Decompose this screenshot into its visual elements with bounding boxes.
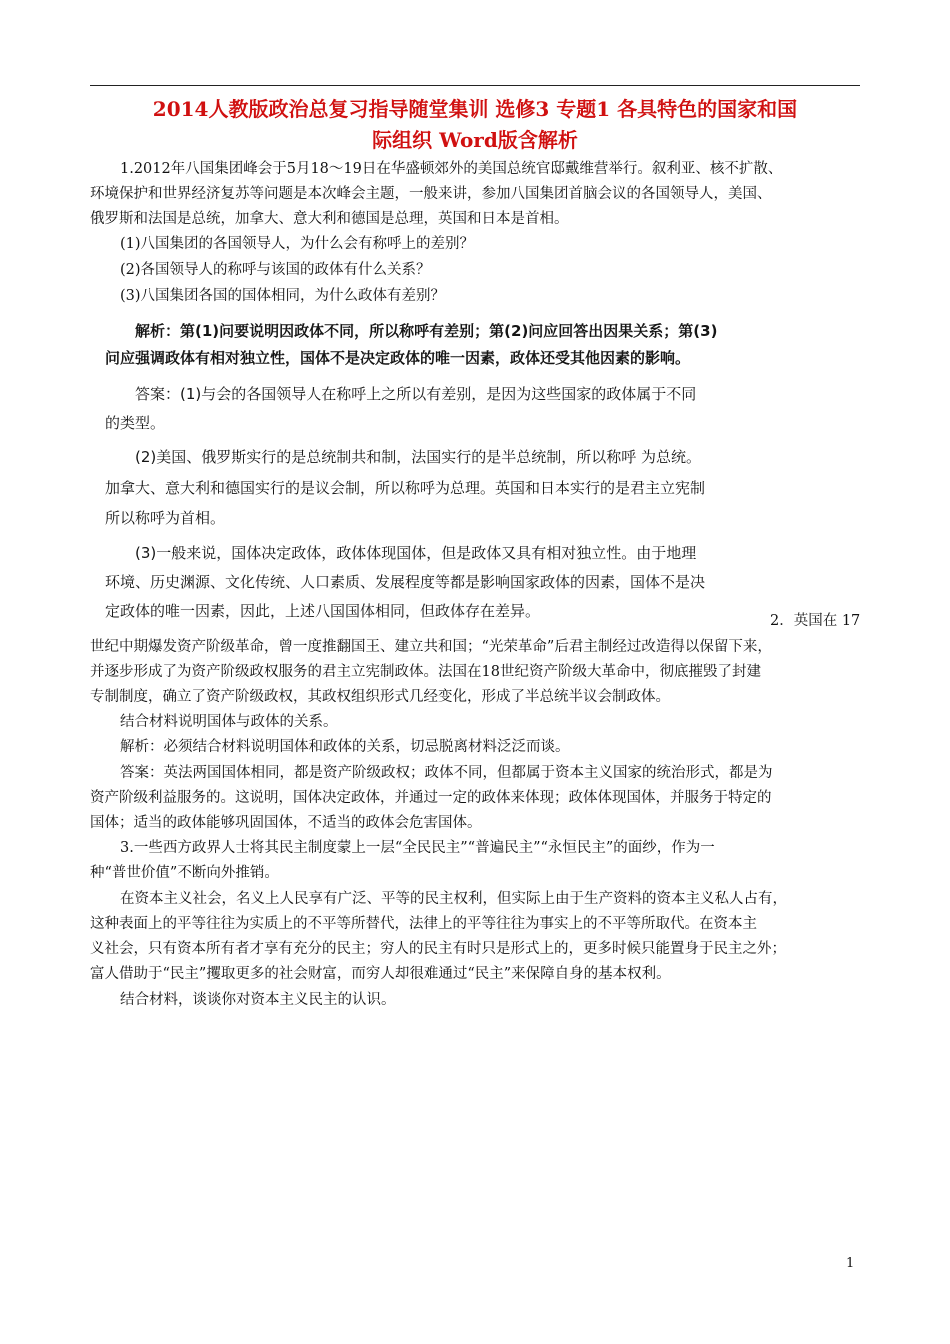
q3-material-line-2: 这种表面上的平等往往为实质上的不平等所替代，法律上的平等往往为事实上的不平等所取代。在资本主	[90, 916, 757, 932]
q3-stem-line-1: 3.一些西方政界人士将其民主制度蒙上一层“全民民主”“普遍民主”“永恒民主”的面纱，作为一	[120, 840, 715, 856]
q2-analysis: 解析：必须结合材料说明国体和政体的关系，切忌脱离材料泛泛而谈。	[120, 739, 570, 755]
q1-answer-3-line-1: (3)一般来说，国体决定政体，政体体现国体，但是政体又具有相对独立性。由于地理	[135, 544, 697, 562]
document-title-line-2: 际组织 Word版含解析	[372, 128, 578, 152]
page-number: 1	[846, 1256, 855, 1271]
q1-answer-2-line-3: 所以称呼为首相。	[105, 509, 226, 527]
q3-material-line-4: 富人借助于“民主”攫取更多的社会财富，而穷人却很难通过“民主”来保障自身的基本权利。	[90, 966, 671, 982]
q1-answer-3-line-2: 环境、历史渊源、文化传统、人口素质、发展程度等都是影响国家政体的因素，国体不是决	[105, 573, 706, 591]
q1-answer-1-line-2: 的类型。	[105, 414, 166, 432]
q1-answer-2-line-2: 加拿大、意大利和德国实行的是议会制，所以称呼为总理。英国和日本实行的是君主立宪制	[105, 479, 706, 497]
q2-number: 2．英国在 17	[770, 613, 861, 629]
q1-stem-line-2: 环境保护和世界经济复苏等问题是本次峰会主题，一般来讲，参加八国集团首脑会议的各国领导人，美国、	[90, 186, 772, 202]
header-rule	[90, 85, 860, 86]
q1-answer-2-line-1: (2)美国、俄罗斯实行的是总统制共和制，法国实行的是半总统制，所以称呼 为总统。	[135, 448, 702, 466]
q2-prompt: 结合材料说明国体与政体的关系。	[120, 714, 338, 730]
q2-answer-line-3: 国体；适当的政体能够巩固国体，不适当的政体会危害国体。	[90, 815, 482, 831]
q3-material-line-1: 在资本主义社会，名义上人民享有广泛、平等的民主权利，但实际上由于生产资料的资本主义私人占有，	[120, 891, 787, 907]
q2-answer-line-2: 资产阶级利益服务的。这说明，国体决定政体，并通过一定的政体来体现；政体体现国体，并服务于特定的	[90, 790, 772, 806]
q1-subquestion-2: (2)各国领导人的称呼与该国的政体有什么关系？	[120, 262, 431, 278]
q3-stem-line-2: 种“普世价值”不断向外推销。	[90, 865, 279, 881]
q1-subquestion-3: (3)八国集团各国的国体相同，为什么政体有差别？	[120, 288, 446, 304]
q1-answer-3-line-3: 定政体的唯一因素，因此，上述八国国体相同，但政体存在差异。	[105, 602, 541, 620]
q3-prompt: 结合材料，谈谈你对资本主义民主的认识。	[120, 992, 396, 1008]
q2-stem-line-3: 专制制度，确立了资产阶级政权，其政权组织形式几经变化，形成了半总统半议会制政体。	[90, 689, 670, 705]
q2-stem-line-2: 并逐步形成了为资产阶级政权服务的君主立宪制政体。法国在18世纪资产阶级大革命中，彻底摧毁了封建	[90, 664, 761, 680]
q1-subquestion-1: (1)八国集团的各国领导人，为什么会有称呼上的差别？	[120, 236, 475, 252]
q2-stem-line-1: 世纪中期爆发资产阶级革命，曾一度推翻国王、建立共和国；“光荣革命”后君主制经过改造得以保留下来，	[90, 639, 772, 655]
q1-analysis-line-2: 问应强调政体有相对独立性，国体不是决定政体的唯一因素，政体还受其他因素的影响。	[105, 349, 691, 367]
document-title-line-1: 2014人教版政治总复习指导随堂集训 选修3 专题1 各具特色的国家和国	[152, 97, 798, 121]
q1-stem-line-3: 俄罗斯和法国是总统，加拿大、意大利和德国是总理，英国和日本是首相。	[90, 211, 569, 227]
q1-stem-line-1: 1.2012年八国集团峰会于5月18～19日在华盛顿郊外的美国总统官邸戴维营举行。叙利亚、核不扩散、	[120, 161, 783, 177]
q2-answer-line-1: 答案：英法两国国体相同，都是资产阶级政权；政体不同，但都属于资本主义国家的统治形式，都是为	[120, 765, 773, 781]
q3-material-line-3: 义社会，只有资本所有者才享有充分的民主；穷人的民主有时只是形式上的，更多时候只能置身于民主之外；	[90, 941, 786, 957]
q1-answer-1-line-1: 答案：(1)与会的各国领导人在称呼上之所以有差别，是因为这些国家的政体属于不同	[135, 385, 697, 403]
q1-analysis-line-1: 解析：第(1)问要说明因政体不同，所以称呼有差别；第(2)问应回答出因果关系；第(3)	[135, 322, 718, 340]
